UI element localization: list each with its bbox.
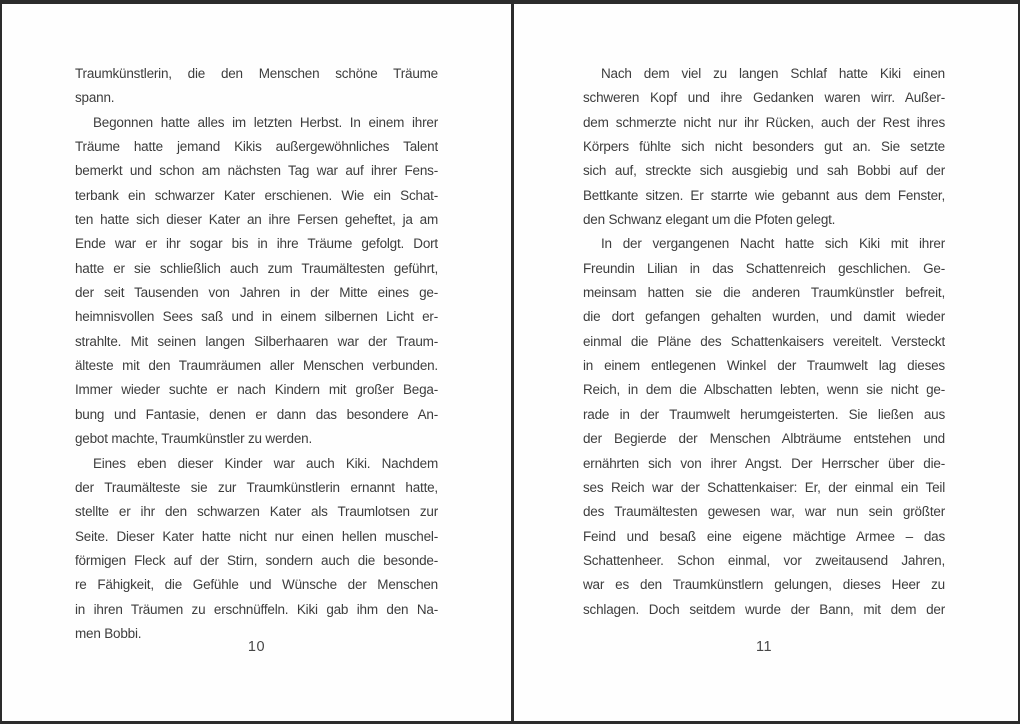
- left-page-text: [75, 62, 438, 646]
- text-line: älteste mit den Traumräumen aller Menschen verbunden.: [75, 358, 438, 374]
- text-line: in ihren Träumen zu erschnüffeln. Kiki gab ihm den Na-: [75, 601, 438, 617]
- text-line: des Traumältesten gewesen war, war nun sein größter: [583, 504, 945, 520]
- text-line: meinsam hatten sie die anderen Traumkünstler befreit,: [583, 285, 945, 301]
- text-line: hatte er sie schließlich auch zum Traumältesten geführt,: [75, 260, 438, 276]
- text-line: dem schmerzte nicht nur ihr Rücken, auch der Rest ihres: [583, 114, 945, 130]
- right-page-number: 11: [755, 639, 773, 655]
- scan-border-top: [0, 0, 1020, 4]
- text-line: Nach dem viel zu langen Schlaf hatte Kiki einen: [601, 66, 945, 81]
- text-line: stellte er ihr den schwarzen Kater als Traumlotsen zur: [75, 504, 438, 520]
- text-line: bemerkt und schon am nächsten Tag war auf ihrer Fens-: [75, 163, 438, 179]
- text-line: ten hatte sich dieser Kater an ihre Fersen geheftet, ja am: [75, 212, 438, 228]
- scan-border-left: [0, 0, 2, 724]
- text-line: spann.: [75, 90, 115, 106]
- text-line: einmal die Pläne des Schattenkaisers vereitelt. Versteckt: [583, 333, 945, 349]
- text-line: Reich, in dem die Albschatten lebten, wenn sie nicht ge-: [583, 382, 945, 398]
- text-line: war es den Traumkünstlern gelungen, dieses Heer zu: [583, 577, 945, 593]
- text-line: bung und Fantasie, denen er dann das besondere An-: [75, 406, 438, 422]
- text-line: heimnisvollen Sees saß und in einem silbernen Licht er-: [75, 309, 438, 325]
- text-line: förmigen Fleck auf der Stirn, sondern auch die besonde-: [75, 552, 438, 568]
- page-gutter-divider: [511, 0, 514, 724]
- text-line: Begonnen hatte alles im letzten Herbst. In einem ihrer: [93, 114, 438, 130]
- text-line: sich auf, streckte sich ausgiebig und sah Bobbi auf der: [583, 163, 945, 179]
- text-line: der seit Tausenden von Jahren in der Mitte eines ge-: [75, 285, 438, 301]
- text-line: ernährten sich von ihrer Angst. Der Herrscher über die-: [583, 455, 945, 471]
- text-line: Bettkante sitzen. Er starrte wie gebannt aus dem Fenster,: [583, 187, 945, 203]
- text-line: Freundin Lilian in das Schattenreich geschlichen. Ge-: [583, 260, 945, 276]
- text-line: strahlte. Mit seinen langen Silberhaaren war der Traum-: [75, 333, 438, 349]
- text-line: Schattenheer. Schon einmal, vor zweitausend Jahren,: [583, 552, 945, 568]
- text-line: ses Reich war der Schattenkaiser: Er, der einmal ein Teil: [583, 479, 945, 495]
- text-line: Ende war er ihr sogar bis in ihre Träume gefolgt. Dort: [75, 236, 438, 252]
- text-line: terbank ein schwarzer Kater erschienen. Wie ein Schat-: [75, 187, 438, 203]
- text-line: der Traumälteste sie zur Traumkünstlerin ernannt hatte,: [75, 479, 438, 495]
- text-line: men Bobbi.: [75, 625, 142, 641]
- right-page-text: [583, 62, 945, 622]
- text-line: Traumkünstlerin, die den Menschen schöne Träume: [75, 66, 438, 81]
- text-line: rade in der Traumwelt herumgeisterten. Sie ließen aus: [583, 406, 945, 422]
- text-line: Immer wieder suchte er nach Kindern mit großer Bega-: [75, 382, 438, 398]
- text-line: gebot machte, Traumkünstler zu werden.: [75, 431, 313, 447]
- text-line: der Begierde der Menschen Albträume entstehen und: [583, 431, 945, 447]
- text-line: In der vergangenen Nacht hatte sich Kiki mit ihrer: [601, 236, 945, 252]
- text-line: schweren Kopf und ihre Gedanken waren wirr. Außer-: [583, 90, 945, 106]
- text-line: Feind und besaß eine eigene mächtige Armee – das: [583, 528, 945, 544]
- text-line: die dort gefangen gehalten wurden, und damit wieder: [583, 309, 945, 325]
- text-line: Träume hatte jemand Kikis außergewöhnliches Talent: [75, 139, 438, 155]
- text-line: den Schwanz elegant um die Pfoten gelegt.: [583, 212, 836, 228]
- text-line: re Fähigkeit, die Gefühle und Wünsche der Menschen: [75, 577, 438, 593]
- text-line: Körpers fühlte sich nicht besonders gut an. Sie setzte: [583, 139, 945, 155]
- text-line: Seite. Dieser Kater hatte nicht nur einen hellen muschel-: [75, 528, 438, 544]
- text-line: schlagen. Doch seitdem wurde der Bann, mit dem der: [583, 601, 945, 617]
- text-line: in einem entlegenen Winkel der Traumwelt lag dieses: [583, 358, 945, 374]
- left-page-number: 10: [247, 639, 266, 655]
- text-line: Eines eben dieser Kinder war auch Kiki. Nachdem: [93, 455, 438, 471]
